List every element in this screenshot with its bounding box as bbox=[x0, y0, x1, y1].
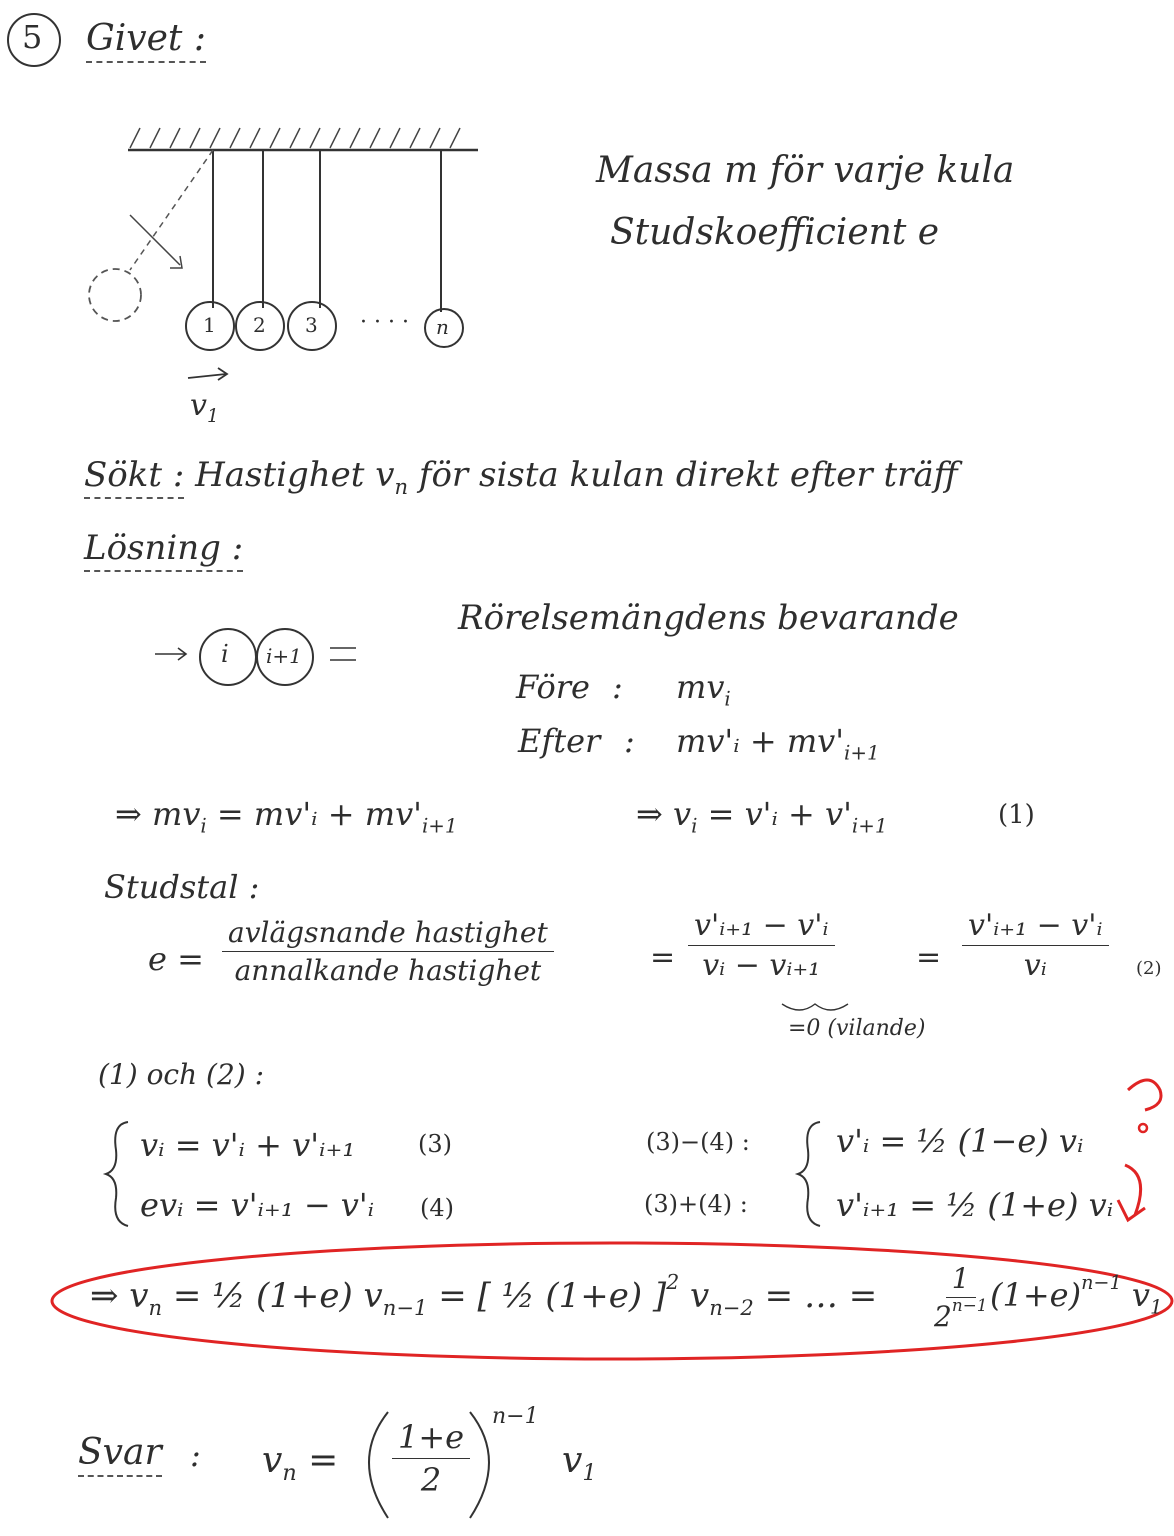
losning-label: Lösning : bbox=[84, 528, 243, 572]
studstal-eq-sign: = bbox=[650, 940, 676, 975]
svar-paren-right bbox=[470, 1412, 489, 1518]
svar-colon: : bbox=[190, 1436, 201, 1474]
ball-1-label: 1 bbox=[203, 313, 216, 337]
eq3-tag: (3) bbox=[418, 1130, 452, 1158]
eq3: vᵢ = v'ᵢ + v'ᵢ₊₁ bbox=[140, 1126, 356, 1164]
red-arrow-head bbox=[1118, 1200, 1145, 1220]
vilande-note: =0 (vilande) bbox=[788, 1016, 926, 1041]
svar-tail: $v_1$ bbox=[562, 1440, 597, 1487]
recursion-equation: ⇒ $v_n$ = ½ (1+e) $v_{n-1}$ = [ ½ (1+e) ]$^2$ $v_{n-2}$ = … = bbox=[90, 1269, 878, 1320]
system-brace-right bbox=[798, 1122, 820, 1226]
system-intro: (1) och (2) : bbox=[98, 1058, 265, 1091]
sum-eq: v'ᵢ₊₁ = ½ (1+e) vᵢ bbox=[836, 1186, 1114, 1224]
swing-arrow bbox=[130, 215, 180, 265]
eq1-tag: (1) bbox=[998, 800, 1035, 830]
givet-label: Givet : bbox=[86, 18, 206, 63]
ball-n-label: n bbox=[436, 315, 449, 339]
efter-expr: mv'ᵢ + $mv'_{i+1}$ bbox=[676, 722, 880, 765]
svar-lhs: $v_n$ = bbox=[262, 1440, 339, 1487]
studstal-frac-words: $\frac{\text{avlägsnande hastighet}}{\text{annalkande hastighet}}$ bbox=[222, 916, 554, 987]
diff-eq: v'ᵢ = ½ (1−e) vᵢ bbox=[836, 1122, 1084, 1160]
ball-2-label: 2 bbox=[253, 313, 266, 337]
ceiling-hatching bbox=[130, 128, 460, 148]
ball-i-plus-1-label: i+1 bbox=[266, 644, 302, 668]
momentum-title: Rörelsemängdens bevarande bbox=[458, 598, 959, 638]
svar-label: Svar bbox=[78, 1432, 162, 1477]
svar-fraction: $\frac{1+e}{2}$ bbox=[392, 1418, 470, 1499]
underbrace bbox=[782, 1004, 848, 1010]
pendulum-strings bbox=[213, 150, 441, 312]
velocity-label: $v_1$ bbox=[190, 388, 219, 427]
studstal-frac-3: $\frac{\text{v'ᵢ₊₁ − v'ᵢ}}{\text{vᵢ}}$ bbox=[962, 908, 1109, 983]
sum-label: (3)+(4) : bbox=[644, 1190, 748, 1218]
fore-label: Före bbox=[516, 668, 590, 706]
eq1-right: ⇒ $v_i$ = v'ᵢ + $v'_{i+1}$ bbox=[636, 795, 888, 838]
efter-label: Efter bbox=[518, 722, 601, 760]
studstal-eq-sign-2: = bbox=[916, 940, 942, 975]
ball-3-label: 3 bbox=[305, 313, 318, 337]
ball-i-label: i bbox=[221, 640, 229, 668]
svar-paren-left bbox=[369, 1412, 388, 1518]
eq4-tag: (4) bbox=[420, 1194, 454, 1222]
fore-expr: $mv_i$ bbox=[676, 668, 731, 711]
eq2-tag: (2) bbox=[1136, 958, 1162, 979]
red-arrow bbox=[1125, 1165, 1141, 1215]
studstal-frac-2: $\frac{\text{v'ᵢ₊₁ − v'ᵢ}}{\text{vᵢ − vᵢ₊₁}}$ bbox=[688, 908, 835, 983]
given-mass: Massa m för varje kula bbox=[596, 150, 1015, 191]
svar-exponent: n−1 bbox=[492, 1404, 539, 1429]
e-equals: e = bbox=[148, 940, 204, 978]
sokt-line: Sökt : Hastighet $v_n$ för sista kulan direkt efter träff bbox=[84, 455, 958, 499]
system-brace-left bbox=[106, 1122, 128, 1226]
diagram-dots: · · · · bbox=[360, 310, 409, 335]
recursion-fraction: $\frac{1}{2^{n-1}}$ bbox=[934, 1262, 988, 1333]
problem-number: 5 bbox=[22, 18, 43, 56]
eq4: evᵢ = v'ᵢ₊₁ − v'ᵢ bbox=[140, 1186, 375, 1224]
recursion-tail: $(1+e)^{n-1}$ $v_1$ bbox=[990, 1270, 1163, 1319]
red-question-mark bbox=[1128, 1080, 1161, 1110]
dashed-string bbox=[130, 150, 213, 270]
eq1-left: ⇒ $mv_i$ = mv'ᵢ + $mv'_{i+1}$ bbox=[115, 795, 458, 838]
studstal-label: Studstal : bbox=[104, 868, 260, 906]
sokt-label: Sökt : bbox=[84, 455, 184, 499]
given-coefficient: Studskoefficient e bbox=[610, 212, 940, 253]
ball-start-dashed bbox=[89, 269, 141, 321]
diff-label: (3)−(4) : bbox=[646, 1128, 750, 1156]
